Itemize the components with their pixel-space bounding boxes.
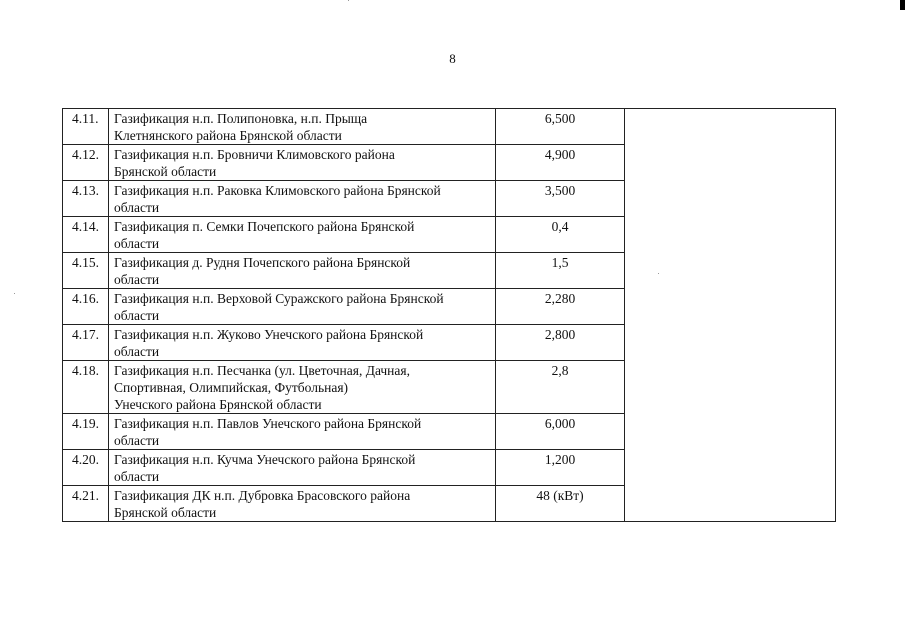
row-number-cell: 4.17. [63,325,109,361]
project-name-cell [109,253,496,289]
row-number-cell: 4.14. [63,217,109,253]
project-name-line: области [114,236,160,251]
project-name-cell [109,325,496,361]
project-name-line: области [114,308,160,323]
row-number-cell: 4.21. [63,486,109,522]
project-name-cell [109,181,496,217]
project-table [62,108,836,522]
row-number-cell: 4.12. [63,145,109,181]
row-number-cell: 4.11. [63,109,109,145]
value-cell: 3,500 [496,181,625,217]
project-name-line: области [114,344,160,359]
table-row [63,109,836,145]
project-name-cell [109,289,496,325]
project-name-line: области [114,469,160,484]
project-name-cell [109,486,496,522]
empty-notes-cell [625,109,836,522]
row-number-cell: 4.16. [63,289,109,325]
scan-edge-mark [900,0,905,10]
value-cell: 6,000 [496,414,625,450]
project-name-line: области [114,272,160,287]
project-name-line: Газификация н.п. Песчанка (ул. Цветочная, Дачная, [114,363,410,378]
row-number-cell: 4.15. [63,253,109,289]
project-name-cell [109,145,496,181]
project-name-line: Клетнянского района Брянской области [114,128,342,143]
project-name-line: Брянской области [114,505,217,520]
project-name-line: Газификация н.п. Кучма Унечского района Брянской [114,452,416,467]
scan-speck [14,293,15,294]
page-number: 8 [449,51,456,66]
row-number-cell: 4.19. [63,414,109,450]
project-name-cell [109,361,496,414]
value-cell: 0,4 [496,217,625,253]
project-name-cell [109,450,496,486]
row-number-cell: 4.20. [63,450,109,486]
project-name-cell [109,217,496,253]
value-cell: 4,900 [496,145,625,181]
project-name-line: Газификация н.п. Бровничи Климовского района [114,147,395,162]
project-name-line: Газификация н.п. Павлов Унечского района Брянской [114,416,422,431]
project-name-line: Газификация д. Рудня Почепского района Брянской [114,255,411,270]
project-name-line: области [114,433,160,448]
value-cell: 2,280 [496,289,625,325]
value-cell: 6,500 [496,109,625,145]
value-cell: 1,200 [496,450,625,486]
project-name-line: Брянской области [114,164,217,179]
project-name-line: Газификация н.п. Верховой Суражского района Брянской [114,291,444,306]
project-name-line: Газификация н.п. Полипоновка, н.п. Прыща [114,111,368,126]
project-name-line: Газификация ДК н.п. Дубровка Брасовского района [114,488,411,503]
project-name-line: Спортивная, Олимпийская, Футбольная) [114,380,349,395]
project-name-line: области [114,200,160,215]
scan-speck [348,0,349,1]
project-name-line: Газификация н.п. Жуково Унечского района Брянской [114,327,424,342]
row-number-cell: 4.13. [63,181,109,217]
value-cell: 2,800 [496,325,625,361]
project-name-line: Унечского района Брянской области [114,397,322,412]
project-name-line: Газификация н.п. Раковка Климовского района Брянской [114,183,441,198]
table-body [63,109,836,522]
row-number-cell: 4.18. [63,361,109,414]
value-cell: 48 (кВт) [496,486,625,522]
project-name-cell [109,109,496,145]
value-cell: 2,8 [496,361,625,414]
project-name-line: Газификация п. Семки Почепского района Брянской [114,219,415,234]
project-name-cell [109,414,496,450]
value-cell: 1,5 [496,253,625,289]
